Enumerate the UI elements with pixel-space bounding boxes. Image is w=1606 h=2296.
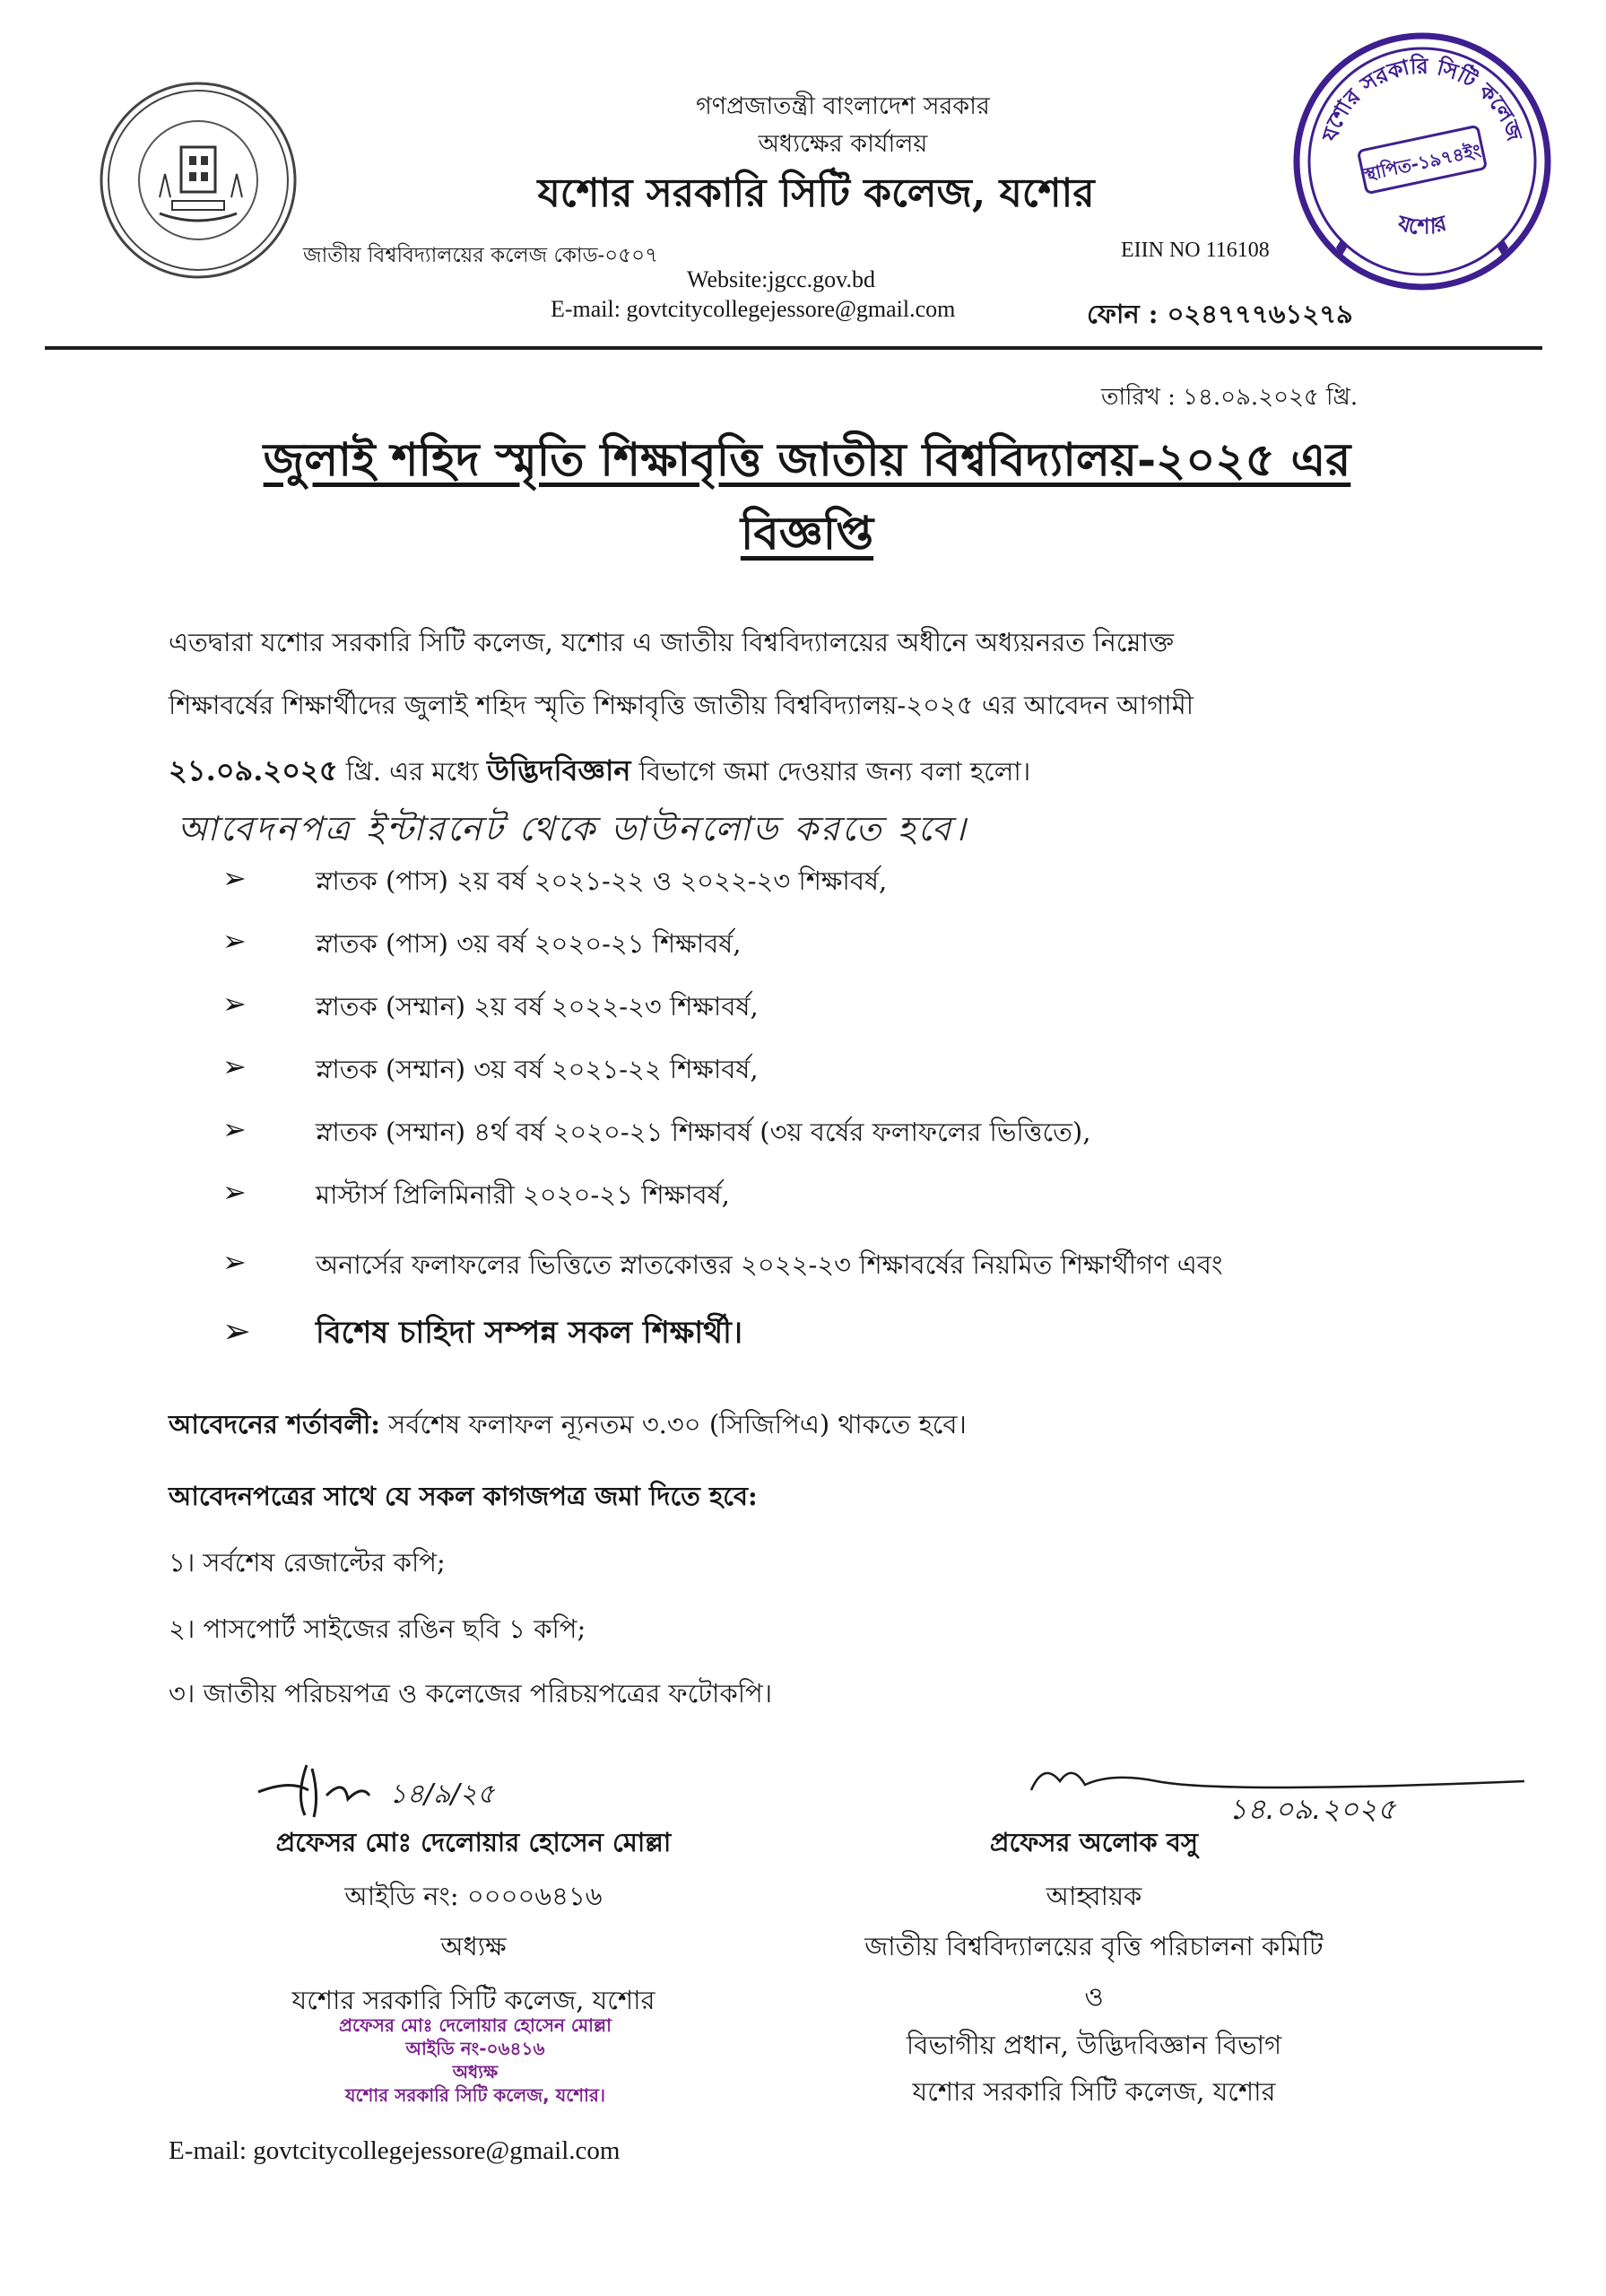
bullet-arrow-icon: ➢ [222, 1112, 247, 1146]
college-seal-stamp [1288, 27, 1557, 296]
conditions-text: সর্বশেষ ফলাফল ন্যূনতম ৩.৩০ (সিজিপিএ) থাকতে হবে। [379, 1409, 967, 1439]
convener-role: আহ্বায়ক [1046, 1881, 1142, 1911]
college-logo [97, 79, 299, 282]
document-item: ১। সর্বশেষ রেজাল্টের কপি; [169, 1547, 446, 1578]
principal-stamp-id: আইডি নং-০৬৪১৬ [405, 2038, 545, 2059]
eligibility-item: স্নাতক (সম্মান) ৪র্থ বর্ষ ২০২০-২১ শিক্ষাবর্ষ (৩য় বর্ষের ফলাফলের ভিত্তিতে), [316, 1117, 1091, 1147]
eligibility-item: স্নাতক (সম্মান) ২য় বর্ষ ২০২২-২৩ শিক্ষাবর্ষ, [316, 991, 759, 1022]
footer-email[interactable]: E-mail: govtcitycollegejessore@gmail.com [169, 2136, 621, 2165]
svg-text:যশোর [1394, 210, 1450, 239]
bullet-arrow-icon: ➢ [222, 1175, 247, 1209]
seal-text-top: যশোর সরকারি সিটি কলেজ [1317, 53, 1528, 144]
convener-signature-date: ১৪.০৯.২০২৫ [1228, 1792, 1396, 1826]
header-email[interactable]: E-mail: govtcitycollegejessore@gmail.com [551, 296, 956, 322]
bullet-arrow-icon: ➢ [222, 1245, 247, 1279]
notice-subtitle: বিজ্ঞপ্তি [740, 507, 874, 561]
header-divider [45, 346, 1542, 350]
principal-stamp-college: যশোর সরকারি সিটি কলেজ, যশোর। [344, 2084, 606, 2106]
conditions-label: আবেদনের শর্তাবলী: [169, 1409, 380, 1439]
document-item: ২। পাসপোর্ট সাইজের রঙিন ছবি ১ কপি; [169, 1613, 586, 1644]
principal-college: যশোর সরকারি সিটি কলেজ, যশোর [291, 1985, 655, 2015]
principal-stamp-role: অধ্যক্ষ [452, 2061, 499, 2083]
eligibility-item: স্নাতক (পাস) ২য় বর্ষ ২০২১-২২ ও ২০২২-২৩ শিক্ষাবর্ষ, [316, 865, 888, 896]
bullet-arrow-icon: ➢ [222, 861, 247, 895]
eligibility-item: মাস্টার্স প্রিলিমিনারী ২০২০-২১ শিক্ষাবর্ষ, [316, 1179, 730, 1210]
bullet-arrow-icon: ➢ [222, 1049, 247, 1083]
convener-name: প্রফেসর অলোক বসু [989, 1827, 1199, 1857]
convener-signature [1022, 1754, 1524, 1826]
body-line-3: ২১.০৯.২০২৫ খ্রি. এর মধ্যে উদ্ভিদবিজ্ঞান বিভাগে জমা দেওয়ার জন্য বলা হলো। [169, 753, 1031, 787]
eiin-number: EIIN NO 116108 [1121, 239, 1270, 262]
eligibility-item: স্নাতক (সম্মান) ৩য় বর্ষ ২০২১-২২ শিক্ষাবর্ষ, [316, 1054, 759, 1084]
scholarship-committee: জাতীয় বিশ্ববিদ্যালয়ের বৃত্তি পরিচালনা কমিটি [864, 1931, 1324, 1961]
principal-role: অধ্যক্ষ [440, 1931, 507, 1961]
bullet-arrow-icon: ➢ [222, 924, 247, 958]
department-name: উদ্ভিদবিজ্ঞান [487, 753, 631, 787]
principal-stamp-name: প্রফেসর মোঃ দেলোয়ার হোসেন মোল্লা [339, 2014, 612, 2036]
required-documents-heading: আবেদনপত্রের সাথে যে সকল কাগজপত্র জমা দিতে হবে: [169, 1481, 758, 1511]
principal-signature [255, 1760, 506, 1822]
website-link[interactable]: Website:jgcc.gov.bd [687, 266, 875, 292]
body-line-1: এতদ্বারা যশোর সরকারি সিটি কলেজ, যশোর এ জাতীয় বিশ্ববিদ্যালয়ের অধীনে অধ্যয়নরত নিম্নোক্ত [169, 627, 1175, 657]
eligibility-item: স্নাতক (পাস) ৩য় বর্ষ ২০২০-২১ শিক্ষাবর্ষ, [316, 928, 742, 959]
department-head: বিভাগীয় প্রধান, উদ্ভিদবিজ্ঞান বিভাগ [906, 2030, 1282, 2060]
seal-text-center: স্থাপিত-১৯৭৪ইং [1361, 139, 1483, 186]
svg-text:যশোর সরকারি সিটি কলেজ [1317, 53, 1528, 145]
convener-college: যশোর সরকারি সিটি কলেজ, যশোর [912, 2076, 1276, 2107]
body-line-2: শিক্ষাবর্ষের শিক্ষার্থীদের জুলাই শহিদ স্মৃতি শিক্ষাবৃত্তি জাতীয় বিশ্ববিদ্যালয়-২০২৫ এর আবেদন আগামী [169, 690, 1194, 720]
principal-signature-date: ১৪/৯/২৫ [389, 1779, 495, 1810]
document-item: ৩। জাতীয় পরিচয়পত্র ও কলেজের পরিচয়পত্রের ফটোকপি। [169, 1678, 773, 1709]
phone-number: ফোন : ০২৪৭৭৭৬১২৭৯ [1087, 299, 1353, 329]
college-code: জাতীয় বিশ্ববিদ্যালয়ের কলেজ কোড-০৫০৭ [303, 244, 659, 267]
bullet-arrow-icon: ➢ [222, 1311, 251, 1351]
bullet-arrow-icon: ➢ [222, 987, 247, 1021]
principal-id: আইডি নং: ০০০০৬৪১৬ [344, 1881, 603, 1911]
application-conditions [169, 1405, 967, 1448]
handwritten-note: আবেদনপত্র ইন্টারনেট থেকে ডাউনলোড করতে হবে। [178, 809, 968, 848]
principal-name: প্রফেসর মোঃ দেলোয়ার হোসেন মোল্লা [275, 1827, 672, 1857]
seal-text-bottom: যশোর [1395, 210, 1449, 239]
eligibility-item: অনার্সের ফলাফলের ভিত্তিতে স্নাতকোত্তর ২০২২-২৩ শিক্ষাবর্ষের নিয়মিত শিক্ষার্থীগণ এবং [316, 1249, 1223, 1280]
eligibility-item: বিশেষ চাহিদা সম্পন্ন সকল শিক্ষার্থী। [316, 1315, 743, 1351]
conjunction-and: ও [1084, 1981, 1104, 2012]
deadline-date: ২১.০৯.২০২৫ [169, 753, 338, 787]
notice-title: জুলাই শহিদ স্মৃতি শিক্ষাবৃত্তি জাতীয় বিশ্ববিদ্যালয়-২০২৫ এর [263, 433, 1351, 487]
notice-date: তারিখ : ১৪.০৯.২০২৫ খ্রি. [1101, 384, 1359, 411]
header-government: গণপ্রজাতন্ত্রী বাংলাদেশ সরকার [696, 92, 990, 120]
header-office: অধ্যক্ষের কার্যালয় [758, 130, 928, 158]
college-name: যশোর সরকারি সিটি কলেজ, যশোর [537, 170, 1095, 216]
